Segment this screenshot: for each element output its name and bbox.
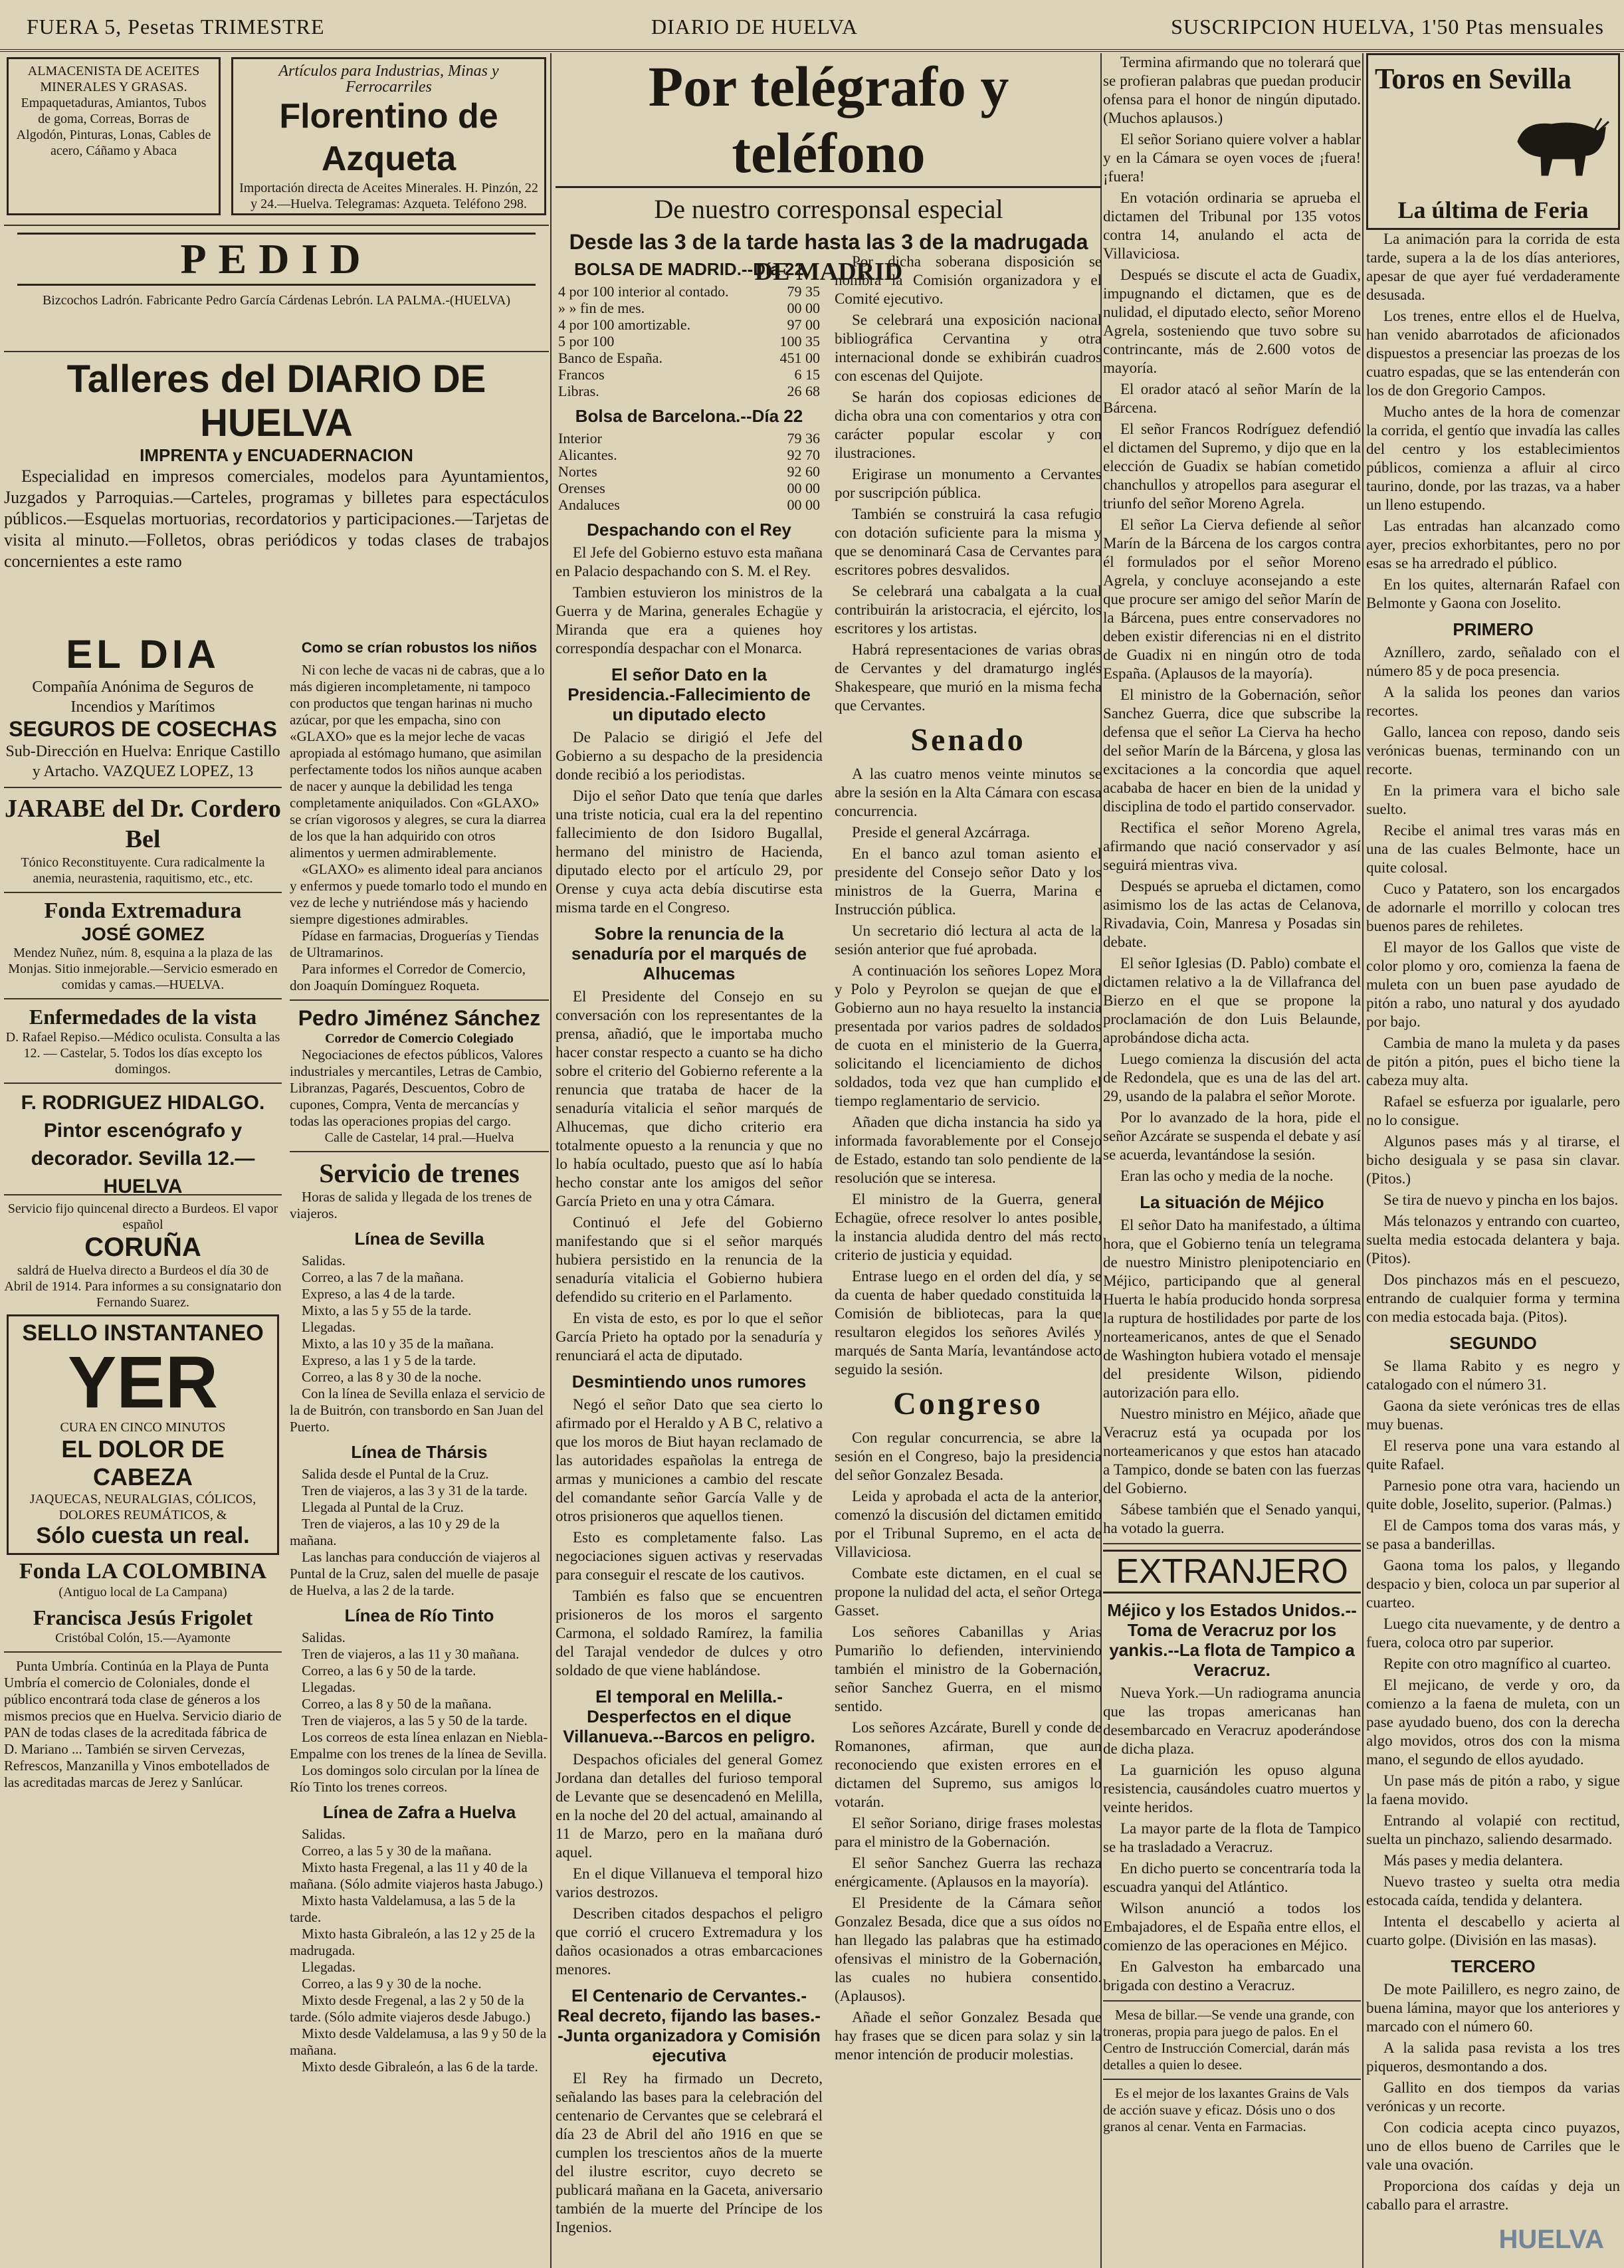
article-paragraph: Describen citados despachos el peligro que corrió el crucero Extremadura y los daños ocasionados a otras embarcaciones menores.	[556, 1905, 823, 1978]
ad-text: ALMACENISTA DE ACEITES MINERALES Y GRASAS. Empaquetaduras, Amiantos, Tubos de goma, Correas, Borras de Algodón, Pinturas, Lonas, Cables de acero, Cáñamo y Abaca	[16, 64, 211, 158]
congreso-paragraph: El orador atacó al señor Marín de la Bárcena.	[1103, 381, 1361, 416]
section-subtitle: DE MADRID	[754, 258, 903, 286]
article-paragraph: Ni con leche de vacas ni de cabras, que a lo más digieren incompletamente, ni tampoco con productos que tengan harinas ni mucho azúcar, por que les empacha, sino con «GLAXO» que es la mejor leche de vacas apropiada al estómago humano, que asimilan perfectamente todos los niños aunque acaben de nacer y aunque la debilidad les tenga completamente aniquilados. Con «GLAXO» se crían vigorosos y alegres, se cura la diarrea de los que la han adquirido con otros alimentos y uermen admirablemente.	[290, 662, 546, 861]
article-title: Despachando con el Rey	[587, 520, 791, 540]
ad-text: Artículos para Industrias, Minas y Ferrocarriles	[278, 62, 499, 96]
train-line-item: Mixto hasta Valdelamusa, a las 5 de la tarde.	[290, 1893, 516, 1925]
ad-jarabe	[4, 793, 282, 886]
toros-bull-heading: TERCERO	[1451, 1956, 1536, 1976]
ad-text: F. RODRIGUEZ HIDALGO. Pintor escenógrafo y decorador. Sevilla 12.—HUELVA	[21, 1092, 265, 1197]
congreso-paragraph: El Presidente de la Cámara señor Gonzalez Besada, dice que a sus oídos no han llegado las palabras que ha estimado ofensivas el ministro de la Gobernación, las cuales no hubiera consentido. (Aplausos).	[835, 1895, 1102, 2004]
ad-hidalgo	[4, 1089, 282, 1197]
train-line-item: Las lanchas para conducción de viajeros al Puntal de la Cruz, salen del muelle de pasaje de Huelva, a las 2 de la tarde.	[290, 1549, 541, 1598]
ad-text: Calle de Castelar, 14 pral.—Huelva	[324, 1130, 514, 1145]
ad-headline: Talleres del DIARIO DE HUELVA	[66, 358, 486, 445]
ad-headline: Fonda Extremadura	[44, 898, 242, 923]
mejico-paragraph: Nuestro ministro en Méjico, añade que Veracruz está ya ocupada por los norteamericanos y que estos han atacado a Tampico, donde se baten con las fuerzas del Gobierno.	[1103, 1405, 1361, 1496]
ad-text: Tónico Reconstituyente. Cura radicalmente la anemia, neurastenia, raquitismo, etc., etc.	[21, 855, 265, 886]
train-line-item: Mixto hasta Gibraleón, a las 12 y 25 de la madrugada.	[290, 1926, 536, 1958]
article-text: Horas de salida y llegada de los trenes de viajeros.	[290, 1189, 532, 1221]
toros-paragraph: Rafael se esfuerza por igualarle, pero no lo consigue.	[1366, 1093, 1620, 1128]
quote-row	[556, 480, 823, 496]
train-line-item: Mixto, a las 5 y 55 de la tarde.	[302, 1302, 472, 1318]
article-title: El Centenario de Cervantes.-Real decreto, fijando las bases.--Junta organizadora y Comisión ejecutiva	[558, 1986, 821, 2065]
train-line-item: Tren de viajeros, a las 10 y 29 de la mañana.	[290, 1516, 500, 1548]
article-paragraph: Se celebrará una cabalgata a la cual contribuirán la aristocracia, el ejército, los escritores y los artistas.	[835, 583, 1102, 637]
senado-body	[835, 765, 1102, 1379]
toros-paragraph: El de Campos toma dos varas más, y se pasa a banderillas.	[1366, 1517, 1620, 1552]
masthead-left: FUERA 5, Pesetas TRIMESTRE	[27, 15, 325, 39]
ad-text: Servicio fijo quincenal directo a Burdeos. El vapor español	[7, 1201, 278, 1232]
quote-value: 00 00	[787, 480, 820, 496]
congreso-title: Congreso	[893, 1386, 1043, 1421]
toros-paragraph: Más pases y media delantera.	[1383, 1852, 1564, 1869]
quote-value: 92 60	[787, 463, 820, 480]
article-paragraph: También es falso que se encuentren prisioneros de los moros el sargento Carmona, el soldado Ramírez, la familia del Tarajal vendedor de dulces y otro soldado de que viene hablándose.	[556, 1588, 823, 1679]
ad-text: Compañía Anónima de Seguros de Incendios y Marítimos	[32, 678, 254, 716]
quote-value: 100 35	[779, 333, 820, 350]
quote-row	[556, 496, 823, 513]
ad-headline: CORUÑA	[84, 1233, 201, 1262]
train-line-title: Línea de Sevilla	[354, 1229, 484, 1249]
cervantes-continuation	[835, 253, 1102, 715]
congreso-paragraph: En votación ordinaria se aprueba el dictamen del Tribunal por 135 votos contra 14, anulando el acta de Villaviciosa.	[1103, 189, 1361, 262]
toros-paragraph: Gallo, lancea con reposo, dando seis verónicas buenas, terminando con un recorte.	[1366, 724, 1620, 777]
ad-text: Mendez Nuñez, núm. 8, esquina a la plaza de las Monjas. Sitio inmejorable.—Servicio esmerado en comidas y camas.—HUELVA.	[8, 946, 278, 992]
quote-value: 79 36	[787, 430, 820, 447]
quote-row	[556, 350, 823, 366]
toros-paragraph: Gallito en dos tiempos da varias verónicas y un recorte.	[1366, 2079, 1620, 2114]
mejico-paragraph: El señor Dato ha manifestado, a última hora, que el Gobierno tenía un telegrama de nuestro Ministro plenipotenciario en Méjico, participando que al general Huerta le había producido honda sorpresa la ruptura de hostilidades por parte de los norteamericanos, antes de que el Senado de Washington hubiera votado el mensaje del presidente Wilson, pidiendo autorización para ello.	[1103, 1217, 1361, 1401]
toros-paragraph: Un pase más de pitón a rabo, y sigue la faena movido.	[1366, 1772, 1620, 1807]
congreso-paragraph: Por lo avanzado de la hora, pide el señor Azcárate se suspenda el debate y así se acuerda, levantándose la sesión.	[1103, 1109, 1361, 1163]
congreso-paragraph: Los señores Azcárate, Burell y conde de Romanones, afirman, que aun reconociendo que existen errores en el dictamen del Supremo, sus amigos lo votarán.	[835, 1719, 1102, 1810]
senado-paragraph: Un secretario dió lectura al acta de la sesión anterior que fué aprobada.	[835, 922, 1102, 958]
archive-watermark: HUELVA	[1498, 2225, 1604, 2254]
ad-talleres	[4, 358, 549, 571]
congreso-paragraph: Eran las ocho y media de la noche.	[1120, 1168, 1334, 1184]
toros-paragraph: Nuevo trasteo y suelta otra media estocada caída, tendida y delantera.	[1366, 1873, 1620, 1908]
congreso-continuation	[1103, 53, 1361, 1186]
toros-header-box	[1366, 53, 1620, 230]
ad-laxante: Es el mejor de los laxantes Grains de Vals de acción suave y eficaz. Dósis uno o dos granos al cenar. Venta en Farmacias.	[1103, 2085, 1349, 2134]
congreso-paragraph: Después se aprueba el dictamen, como asimismo los de las actas de Celanova, Rivadavia, Coin, Manresa y Posadas sin debate.	[1103, 878, 1361, 950]
train-line-item: Mixto, a las 10 y 35 de la mañana.	[302, 1336, 494, 1352]
toros-paragraph: Gaona toma los palos, y llegando despacio y bien, coloca un par superior al cuarteo.	[1366, 1557, 1620, 1611]
bolsa-madrid-table	[556, 283, 823, 399]
congreso-paragraph: Combate este dictamen, en el cual se propone la nulidad del acta, el señor Ortega Gasset.	[835, 1565, 1102, 1619]
train-line-item: Los domingos solo circulan por la línea de Río Tinto los trenes correos.	[290, 1762, 540, 1795]
robustos-body	[290, 662, 549, 994]
quote-row	[556, 283, 823, 300]
ads-subcolumn	[4, 631, 282, 2263]
train-line-item: Expreso, a las 1 y 5 de la tarde.	[302, 1352, 476, 1368]
congreso-paragraph: Añade el señor Gonzalez Besada que hay frases que se dicen para solaz y sin la menor intención de producir molestias.	[835, 2009, 1102, 2063]
section-title: Por telégrafo y teléfono	[556, 53, 1102, 188]
toros-paragraph: Repite con otro magnífico al cuarteo.	[1383, 1655, 1611, 1672]
train-line-item: Correo, a las 8 y 30 de la noche.	[302, 1369, 482, 1385]
quote-value: 92 70	[787, 447, 820, 463]
ad-umbria: Punta Umbría. Continúa en la Playa de Punta Umbría el comercio de Coloniales, donde el público encontrará toda clase de géneros a los mismos precios que en Huelva. Servicio diario de PAN de todas clases de la acreditada fábrica de D. Mariano ... También se sirven Cervezas, Refrescos, Manzanilla y Vinos embotellados de las acreditadas marcas de Jerez y Sanlúcar.	[4, 1658, 282, 1790]
ad-coruna	[4, 1201, 282, 1310]
ad-headline: YER	[67, 1342, 219, 1423]
train-line-item: Mixto hasta Fregenal, a las 11 y 40 de la mañana. (Sólo admite viajeros hasta Jabugo.)	[290, 1859, 543, 1892]
ad-text: (Antiguo local de La Campana)	[58, 1585, 227, 1599]
ad-text: D. Rafael Repiso.—Médico oculista. Consulta a las 12. — Castelar, 5. Todos los días excepto los domingos.	[5, 1030, 280, 1077]
column-rule	[550, 53, 552, 2268]
ad-headline: Francisca Jesús Frigolet	[33, 1605, 253, 1629]
ad-headline: Pedro Jiménez Sánchez	[298, 1006, 541, 1030]
article-paragraph: El Presidente del Consejo en su conversación con los representantes de la prensa, añadió, que le importaba mucho hacer constar respecto a cuanto se ha dicho sobre el criterio del Gobierno referente a la renuncia que trataba de hacer de la senaduría vitalicia el señor marqués de Alhucemas, que dicho criterio era totalmente opuesto a la renuncia y que no lo había ocultado, puesto que así lo había hecho constar ante los amigos del señor García Prieto en una y otra Cámara.	[556, 988, 823, 1209]
quote-label: Alicantes.	[558, 447, 617, 463]
ad-subhead: Sólo cuesta un real.	[36, 1523, 250, 1548]
quote-row	[556, 463, 823, 480]
toros-paragraph: Con codicia acepta cinco puyazos, uno de ellos bueno de Carriles que le vale una ovación.	[1366, 2119, 1620, 2173]
train-line-item: Expreso, a las 4 de la tarde.	[302, 1286, 455, 1302]
bolsa-barcelona-table	[556, 430, 823, 513]
toros-paragraph: Cuco y Patatero, son los encargados de adornarle el morrillo y colocan tres buenos pares de rehiletes.	[1366, 880, 1620, 934]
senado-title: Senado	[910, 722, 1026, 758]
toros-paragraph: Dos pinchazos más en el pescuezo, entrando de cualquier forma y termina con media estocada baja. (Pitos).	[1366, 1271, 1620, 1325]
quote-value: 26 68	[787, 383, 820, 399]
train-line-item: Tren de viajeros, a las 5 y 50 de la tarde.	[302, 1712, 528, 1728]
toros-paragraph: Los trenes, entre ellos el de Huelva, han venido abarrotados de aficionados dispuestos a presenciar las proezas de los cuatro espadas, que se las entenderán con los de don Gregorio Campos.	[1366, 308, 1620, 399]
toros-paragraph: Azníllero, zardo, señalado con el número 85 y de poca presencia.	[1366, 644, 1620, 679]
train-line-item: Llegadas.	[302, 1679, 356, 1695]
ad-azqueta	[231, 57, 546, 215]
ad-subhead: JOSÉ GOMEZ	[81, 924, 205, 944]
quote-row	[556, 383, 823, 399]
article-title: Servicio de trenes	[319, 1158, 520, 1188]
toros-paragraph: El mejicano, de verde y oro, da comienzo a la faena de muleta, con un pase ayudado bueno, dos con la derecha algo movidos, otros dos con la misma mano, el segundo de ellos ayudado.	[1366, 1677, 1620, 1768]
article-paragraph: «GLAXO» es alimento ideal para ancianos y enfermos y puede tomarlo todo el mundo en vez de leche y nutriéndose más y haciendo siempre digestiones admirables.	[290, 861, 548, 927]
toros-paragraph: En los quites, alternarán Rafael con Belmonte y Gaona con Joselito.	[1366, 576, 1620, 611]
congreso-column	[1103, 53, 1361, 2263]
train-line-item: Correo, a las 8 y 50 de la mañana.	[302, 1696, 492, 1712]
extranjero-paragraph: La guarnición les opuso alguna resistencia, causándoles cuatro muertos y veinte heridos.	[1103, 1762, 1361, 1815]
article-paragraph: Dijo el señor Dato que tenía que darles una triste noticia, cual era la del repentino fallecimiento de don Isidoro Bugallal, hermano del ministro de Hacienda, diputado electo por el artículo 29, por Orense y cuya acta debía discutirse esta misma tarde en el Congreso.	[556, 787, 823, 916]
article-paragraph: Habrá representaciones de varias obras de Cervantes y del dramaturgo inglés Shakespeare, que murió en la misma fecha que Cervantes.	[835, 641, 1102, 714]
congreso-paragraph: El señor La Cierva defiende al señor Marín de la Bárcena de los cargos contra él formulados por el señor Moreno Agrela, y concluye aconsejando a este que procure ser amigo del señor Marín de la Bárcena, pues entre conservadores no deben existir diferencias ni en el distrito de Guadix ni en ningún otro de toda España. (Aplausos de la mayoría).	[1103, 516, 1361, 682]
toros-body	[1366, 230, 1620, 2214]
quote-value: 97 00	[787, 316, 820, 333]
quote-value: 00 00	[787, 300, 820, 316]
congreso-paragraph: Termina afirmando que no tolerará que se profieran palabras que puedan producir ofensa para el honor de ningún diputado. (Muchos aplausos.)	[1103, 54, 1361, 126]
ad-fonda-extremadura	[4, 898, 282, 993]
articles-left	[556, 520, 823, 2237]
congreso-paragraph: El señor Iglesias (D. Pablo) combate el dictamen relativo a la de Villafranca del Bierzo en el que se propone la proclamación de don Luis Belaunde, aprobándose dicha acta.	[1103, 955, 1361, 1046]
quote-label: Andaluces	[558, 496, 620, 513]
ad-text: Sub-Dirección en Huelva: Enrique Castillo y Artacho. VAZQUEZ LOPEZ, 13	[5, 743, 280, 780]
article-paragraph: Pídase en farmacias, Droguerías y Tiendas de Ultramarinos.	[290, 928, 539, 960]
quote-value: 6 15	[794, 366, 820, 383]
congreso-body	[835, 1429, 1102, 2064]
article-title: Sobre la renuncia de la senaduría por el marqués de Alhucemas	[571, 924, 807, 983]
article-paragraph: Negó el señor Dato que sea cierto lo afirmado por el Heraldo y A B C, relativo a que los moros de Biut hayan reclamado de las autoridades españolas la entrega de armas y municiones a cambio del rescate del comandante señor García Valle y de otros prisioneros que aquellos tienen.	[556, 1396, 823, 1524]
section-subtitle: Desde las 3 de la tarde hasta las 3 de la madrugada	[569, 230, 1088, 254]
article-paragraph: Continuó el Jefe del Gobierno manifestando que si el señor marqués hubiera persistido en la renuncia de la senaduría vitalicia el Gobierno hubiera defendido su criterio en el Parlamento.	[556, 1214, 823, 1305]
train-line-item: Tren de viajeros, a las 3 y 31 de la tarde.	[302, 1483, 528, 1498]
masthead	[0, 0, 1624, 52]
extranjero-body	[1103, 1684, 1361, 1995]
train-line-item: Tren de viajeros, a las 11 y 30 mañana.	[302, 1646, 520, 1662]
quote-label: Libras.	[558, 383, 599, 399]
senado-paragraph: Entrase luego en el orden del día, y se da cuenta de haber quedado constituida la Comisión de bibliotecas, para la que resultaron elegidos los señores Avilés y marqués de Santa María, levantándose acto seguido la sesión.	[835, 1268, 1102, 1378]
article-paragraph: Tambien estuvieron los ministros de la Guerra y de Marina, generales Echagüe y Miranda que era a quienes hoy correspondía despachar con el Monarca.	[556, 584, 823, 657]
article-paragraph: El Jefe del Gobierno estuvo esta mañana en Palacio despachando con S. M. el Rey.	[556, 544, 823, 579]
mejico-paragraph: Sábese también que el Senado yanqui, ha votado la guerra.	[1103, 1501, 1361, 1536]
toros-title: Toros en Sevilla	[1375, 62, 1572, 95]
quote-label: Nortes	[558, 463, 597, 480]
train-line-item: Correo, a las 5 y 30 de la mañana.	[302, 1843, 492, 1859]
quote-label: Francos	[558, 366, 605, 383]
toros-paragraph: Mucho antes de la hora de comenzar la corrida, el gentío que invadía las calles del centro y los establecimientos públicos, comienza a afluir al circo taurino, donde, por las trazas, va a haber un lleno estupendo.	[1366, 403, 1620, 513]
senado-paragraph: Preside el general Azcárraga.	[852, 824, 1031, 841]
article-paragraph: En el dique Villanueva el temporal hizo varios destrozos.	[556, 1865, 823, 1901]
article-paragraph: También se construirá la casa refugio con dotación suficiente para la misma y que se denominará Casa de Cervantes para escritores pobres desvalidos.	[835, 506, 1102, 578]
senado-paragraph: A las cuatro menos veinte minutos se abre la sesión en la Alta Cámara con escasa concurrencia.	[835, 766, 1102, 819]
ad-text: Especialidad en impresos comerciales, modelos para Ayuntamientos, Juzgados y Parroquias.—Carteles, programas y billetes para espectáculos públicos.—Esquelas mortuorias, recordatorios y participaciones.—Tarjetas de visita al minuto.—Folletos, obras periódicos y todas clases de trabajos concernientes a este ramo	[4, 466, 549, 571]
ads-column	[4, 53, 549, 2263]
congreso-paragraph: Rectifica el señor Moreno Agrela, afirmando que nació conservador y así seguirá mientras viva.	[1103, 819, 1361, 873]
toros-paragraph: El reserva pone una vara estando al quite Rafael.	[1366, 1437, 1620, 1473]
ad-text: Negociaciones de efectos públicos, Valores industriales y mercantiles, Letras de Cambio, Libranzas, Pagarés, Descuentos, Cobro de cupones, Compra, Venta de mercancías y todas las operaciones propias del cargo.	[290, 1047, 543, 1129]
ads-subcolumn-right	[290, 631, 549, 2263]
ad-headline: Enfermedades de la vista	[29, 1005, 257, 1029]
senado-paragraph: A continuación los señores Lopez Mora y Polo y Peyrolon se quejan de que el Gobierno aun no haya resuelto la instancia presentada por varios padres de soldados de cuota en el ministerio de la Guerra, solicitando el licenciamiento de dichos soldados, toda vez que han cumplido el tiempo reglamentario de servicio.	[835, 962, 1102, 1109]
ad-headline: EL DIA	[66, 632, 220, 676]
toros-paragraph: La animación para la corrida de esta tarde, supera a la de los días anteriores, apesar de que ayer fué verdaderamente desusada.	[1366, 231, 1620, 303]
ad-billar: Mesa de billar.—Se vende una grande, con troneras, propia para juego de palos. En el Centro de Instrucción Comercial, darán más detalles a quien lo desee.	[1103, 2007, 1355, 2073]
article-paragraph: Esto es completamente falso. Las negociaciones siguen activas y reservadas para conseguir el rescate de los cautivos.	[556, 1529, 823, 1583]
ad-colombina	[4, 1559, 282, 1646]
ad-headline: Fonda LA COLOMBINA	[19, 1559, 267, 1584]
bull-illustration-icon	[1505, 102, 1611, 181]
quote-value: 451 00	[779, 350, 820, 366]
toros-paragraph: Algunos pases más y al tirarse, el bicho desiguala y se pasa sin clavar. (Pitos.)	[1366, 1133, 1620, 1187]
train-line-item: Llegadas.	[302, 1319, 356, 1335]
telegraph-subcolumn-left	[556, 253, 823, 2263]
bolsa-madrid-title: BOLSA DE MADRID.--Día 22	[574, 259, 804, 279]
ad-subhead: EL DOLOR DE CABEZA	[61, 1435, 225, 1491]
quote-row	[556, 447, 823, 463]
toros-paragraph: Gaona da siete verónicas tres de ellas muy buenas.	[1366, 1397, 1620, 1433]
toros-paragraph: A la salida pasa revista a los tres piqueros, desmontando a dos.	[1366, 2039, 1620, 2075]
quote-label: 4 por 100 interior al contado.	[558, 283, 729, 300]
congreso-paragraph: Leida y aprobada el acta de la anterior, comenzó la discusión del dictamen emitido por el Tribunal Supremo, en el acta de Villaviciosa.	[835, 1488, 1102, 1560]
toros-paragraph: El mayor de los Gallos que viste de color plomo y oro, comienza la faena de muleta con un buen pase ayudado de pitón a rabo, uno natural y dos ayudado por bajo.	[1366, 939, 1620, 1030]
ad-almacenista	[7, 57, 221, 215]
quote-label: Orenses	[558, 480, 605, 496]
quote-row	[556, 333, 823, 350]
ad-text: Bizcochos Ladrón. Fabricante Pedro García Cárdenas Lebrón. LA PALMA.-(HUELVA)	[42, 293, 511, 308]
train-line-item: Correo, a las 9 y 30 de la noche.	[302, 1976, 482, 1992]
quote-label: » » fin de mes.	[558, 300, 645, 316]
congreso-paragraph: Después se discute el acta de Guadix, impugnando el dictamen, que es de nulidad, el diputado electo, señor Moreno Agrela, sosteniendo que tuvo sobre su contrincante, más de 2.600 votos de mayoría.	[1103, 266, 1361, 376]
ad-subhead: SEGUROS DE COSECHAS	[9, 717, 277, 741]
extranjero-paragraph: Nueva York.—Un radiograma anuncia que las tropas americanas han desembarcado en Veracruz apoderándose de dicha plaza.	[1103, 1685, 1361, 1757]
article-paragraph: Se harán dos copiosas ediciones de dicha obra una con comentarios y otra con carácter popular escolar y con ilustraciones.	[835, 389, 1102, 461]
congreso-paragraph: Luego comienza la discusión del acta de Redondela, que es una de las del art. 29, usando de la palabra el señor Morote.	[1103, 1051, 1361, 1104]
train-line-title: Línea de Zafra a Huelva	[322, 1802, 516, 1822]
congreso-paragraph: El ministro de la Gobernación, señor Sanchez Guerra, dice que subscribe la defensa que el señor La Cierva ha hecho del señor Marín de la Bárcena, y glosa las excitaciones a la concordia que aquel acababa de hacer en bien de la unidad y disciplina de todo el partido conservador.	[1103, 686, 1361, 815]
train-line-title: Línea de Río Tinto	[344, 1605, 494, 1625]
quote-row	[556, 366, 823, 383]
train-line-item: Llegada al Puntal de la Cruz.	[302, 1499, 464, 1515]
toros-paragraph: Proporciona dos caídas y deja un caballo para el arrastre.	[1366, 2178, 1620, 2213]
congreso-paragraph: Los señores Cabanillas y Arias Pumariño lo defienden, interviniendo también el ministro de la Gobernación, señor Sanchez Guerra, en el mismo sentido.	[835, 1623, 1102, 1714]
ad-headline: PEDID	[17, 233, 536, 286]
extranjero-paragraph: En dicho puerto se concentraría toda la escuadra yanqui del Atlántico.	[1103, 1860, 1361, 1895]
toros-paragraph: A la salida los peones dan varios recortes.	[1366, 684, 1620, 719]
ad-headline: JARABE del Dr. Cordero Bel	[5, 795, 281, 853]
train-line-title: Línea de Thársis	[351, 1442, 488, 1462]
toros-paragraph: Recibe el animal tres varas más en una de las cuales Belmonte, hace un quite colosal.	[1366, 822, 1620, 876]
toros-paragraph: En la primera vara el bicho sale suelto.	[1366, 782, 1620, 817]
ad-subhead: SELLO INSTANTANEO	[22, 1320, 264, 1346]
toros-paragraph: Parnesio pone otra vara, haciendo un quite doble, Joselito, superior. (Palmas.)	[1366, 1477, 1620, 1512]
ad-text: CURA EN CINCO MINUTOS	[60, 1420, 226, 1435]
ad-text: JAQUECAS, NEURALGIAS, CÓLICOS, DOLORES REUMÁTICOS, &	[29, 1492, 256, 1522]
article-paragraph: Para informes el Corredor de Comercio, don Joaquín Domínguez Roqueta.	[290, 961, 526, 993]
quote-label: Interior	[558, 430, 602, 447]
toros-paragraph: Se llama Rabito y es negro y catalogado con el número 31.	[1366, 1358, 1620, 1393]
telegraph-subcolumn-right	[835, 253, 1102, 2263]
ad-vista	[4, 1005, 282, 1077]
ad-subhead: IMPRENTA y ENCUADERNACION	[140, 445, 413, 465]
toros-paragraph: De mote Pailillero, es negro zaino, de buena lámina, mayor que los anteriores y marcado con el número 60.	[1366, 1981, 1620, 2035]
article-paragraph: El Rey ha firmado un Decreto, señalando las bases para la celebración del centenario de Cervantes que se celebrará el día 23 de Abril del año 1916 en que se cumplen los trescientos años de la muerte del ilustre escritor, cuyo decreto se publicará mañana en la Gaceta, aniversario también de la muerte del Príncipe de los Ingenios.	[556, 2070, 823, 2235]
ad-jimenez	[290, 1006, 549, 1146]
quote-label: Banco de España.	[558, 350, 662, 366]
article-title: El señor Dato en la Presidencia.-Fallecimiento de un diputado electo	[567, 665, 811, 724]
toros-paragraph: Cambia de mano la muleta y da pases de pitón a pitón, pues el bicho tiene la cabeza muy alta.	[1366, 1035, 1620, 1088]
toros-paragraph: Entrando al volapié con rectitud, suelta un pinchazo, saliendo desarmado.	[1366, 1812, 1620, 1847]
extranjero-paragraph: Wilson anunció a todos los Embajadores, el de España entre ellos, el comienzo de las operaciones en Méjico.	[1103, 1900, 1361, 1954]
senado-paragraph: En el banco azul toman asiento el presidente del Consejo señor Dato y los ministros de la Guerra, Marina e Instrucción pública.	[835, 845, 1102, 918]
bolsa-barcelona-title: Bolsa de Barcelona.--Día 22	[575, 406, 803, 426]
mejico-body	[1103, 1216, 1361, 1538]
extranjero-title: EXTRANJERO	[1103, 1550, 1361, 1594]
article-paragraph: Erigirase un monumento a Cervantes por suscripción pública.	[835, 466, 1102, 501]
ad-text: saldrá de Huelva directo a Burdeos el día 30 de Abril de 1914. Para informes a su consignatario don Fernando Suarez.	[4, 1263, 282, 1310]
ad-subhead: Corredor de Comercio Colegiado	[325, 1031, 514, 1046]
ad-eldia	[4, 631, 282, 781]
toros-bull-heading: PRIMERO	[1453, 619, 1534, 639]
article-paragraph: Despachos oficiales del general Gomez Jordana dan detalles del furioso temporal de Levante que se desencadenó en Melilla, en la noche del 20 del actual, amainando al 11 de Marzo, pero en la mañana duró aquel.	[556, 1751, 823, 1861]
train-line-item: Salida desde el Puntal de la Cruz.	[302, 1466, 489, 1482]
quote-value: 79 35	[787, 283, 820, 300]
quote-row	[556, 430, 823, 447]
trenes-body	[290, 1229, 549, 2075]
article-paragraph: Por dicha soberana disposición se nombra la Comisión organizadora y el Comité ejecutivo.	[835, 253, 1102, 307]
train-line-item: Salidas.	[302, 1826, 346, 1842]
article-title: Como se crían robustos los niños	[301, 639, 538, 656]
train-line-item: Salidas.	[302, 1253, 346, 1269]
column-rule	[1362, 53, 1364, 2268]
train-line-item: Con la línea de Sevilla enlaza el servicio de la de Buitrón, con transbordo en San Juan del Puerto.	[290, 1386, 546, 1435]
congreso-paragraph: El señor Francos Rodríguez defendió el dictamen del Supremo, y dijo que en la elección de Guadix se habían cometido chanchullos y atropellos para asegurar el triunfo del señor Moreno Agrela.	[1103, 421, 1361, 512]
train-line-item: Mixto desde Fregenal, a las 2 y 50 de la tarde. (Sólo admite viajeros desde Jabugo.)	[290, 1992, 531, 2025]
article-title: El temporal en Melilla.-Desperfectos en el dique Villanueva.--Barcos en peligro.	[563, 1687, 815, 1746]
extranjero-paragraph: En Galveston ha embarcado una brigada con destino a Veracruz.	[1103, 1958, 1361, 1994]
train-line-item: Correo, a las 6 y 50 de la tarde.	[302, 1663, 476, 1679]
train-line-item: Mixto desde Gibraleón, a las 6 de la tarde.	[302, 2059, 538, 2075]
mejico-title: La situación de Méjico	[1140, 1192, 1324, 1212]
masthead-title: DIARIO DE HUELVA	[651, 15, 859, 39]
toros-paragraph: Más telonazos y entrando con cuarteo, suelta media estocada delantera y baja. (Pitos).	[1366, 1213, 1620, 1267]
extranjero-paragraph: La mayor parte de la flota de Tampico se ha trasladado a Veracruz.	[1103, 1820, 1361, 1855]
ad-headline: Florentino de Azqueta	[279, 97, 498, 178]
quote-label: 5 por 100	[558, 333, 615, 350]
congreso-paragraph: Con regular concurrencia, se abre la sesión en el Congreso, bajo la presidencia del señor Gonzalez Besada.	[835, 1429, 1102, 1483]
article-paragraph: De Palacio se dirigió el Jefe del Gobierno a su despacho de la presidencia donde recibió a los periodistas.	[556, 729, 823, 783]
toros-subtitle: La última de Feria	[1397, 197, 1589, 223]
article-title: Desmintiendo unos rumores	[571, 1372, 807, 1392]
train-line-item: Llegadas.	[302, 1959, 356, 1975]
congreso-paragraph: El señor Soriano quiere volver a hablar y en la Cámara se oyen voces de ¡fuera! ¡fuera!	[1103, 131, 1361, 185]
telegraph-column	[556, 53, 1102, 2263]
article-paragraph: Se celebrará una exposición nacional bibliográfica Cervantina y otra internacional donde se exhibirán cuadros con escenas del Quijote.	[835, 312, 1102, 384]
toros-paragraph: Se tira de nuevo y pincha en los bajos.	[1383, 1191, 1619, 1208]
toros-column	[1366, 53, 1620, 2263]
quote-row	[556, 316, 823, 333]
train-line-item: Mixto desde Valdelamusa, a las 9 y 50 de la mañana.	[290, 2025, 547, 2058]
congreso-paragraph: El señor Sanchez Guerra las rechaza enérgicamente. (Aplausos en la mayoría).	[835, 1855, 1102, 1890]
extranjero-subtitle: Méjico y los Estados Unidos.--Toma de Veracruz por los yankis.--La flota de Tampico a Veracruz.	[1107, 1600, 1357, 1680]
ad-text: Importación directa de Aceites Minerales. H. Pinzón, 22 y 24.—Huelva. Telegramas: Azqueta. Teléfono 298.	[239, 181, 538, 211]
senado-paragraph: El ministro de la Guerra, general Echagüe, ofrece resolver lo antes posible, la instancia aludida dentro del más recto criterio de justicia y equidad.	[835, 1191, 1102, 1263]
ad-text: Cristóbal Colón, 15.—Ayamonte	[55, 1631, 231, 1645]
quote-value: 00 00	[787, 496, 820, 513]
train-line-item: Los correos de esta línea enlazan en Niebla-Empalme con los trenes de la línea de Sevilla.	[290, 1729, 548, 1762]
ad-pedid	[4, 233, 549, 346]
train-line-item: Correo, a las 7 de la mañana.	[302, 1269, 464, 1285]
train-line-item: Salidas.	[302, 1629, 346, 1645]
ad-yer	[7, 1314, 279, 1555]
toros-paragraph: Las entradas han alcanzado como ayer, precios exhorbitantes, pero no por esas se ha arredrado el público.	[1366, 518, 1620, 571]
toros-paragraph: Intenta el descabello y acierta al cuarto golpe. (División en las masas).	[1366, 1913, 1620, 1948]
masthead-right: SUSCRIPCION HUELVA, 1'50 Ptas mensuales	[1171, 15, 1604, 39]
toros-bull-heading: SEGUNDO	[1449, 1333, 1537, 1353]
quote-label: 4 por 100 amortizable.	[558, 316, 691, 333]
toros-paragraph: Luego cita nuevamente, y de dentro a fuera, coloca otro par superior.	[1366, 1615, 1620, 1651]
senado-paragraph: Añaden que dicha instancia ha sido ya informada favorablemente por el Consejo de Estado, estando tan solo pendiente de la resolución que se interesa.	[835, 1114, 1102, 1186]
quote-row	[556, 300, 823, 316]
congreso-paragraph: El señor Soriano, dirige frases molestas para el ministro de la Gobernación.	[835, 1815, 1102, 1850]
section-subtitle: De nuestro corresponsal especial	[654, 194, 1003, 224]
article-paragraph: En vista de esto, es por lo que el señor García Prieto ha optado por la senaduría y renunciará el acta de diputado.	[556, 1310, 823, 1364]
